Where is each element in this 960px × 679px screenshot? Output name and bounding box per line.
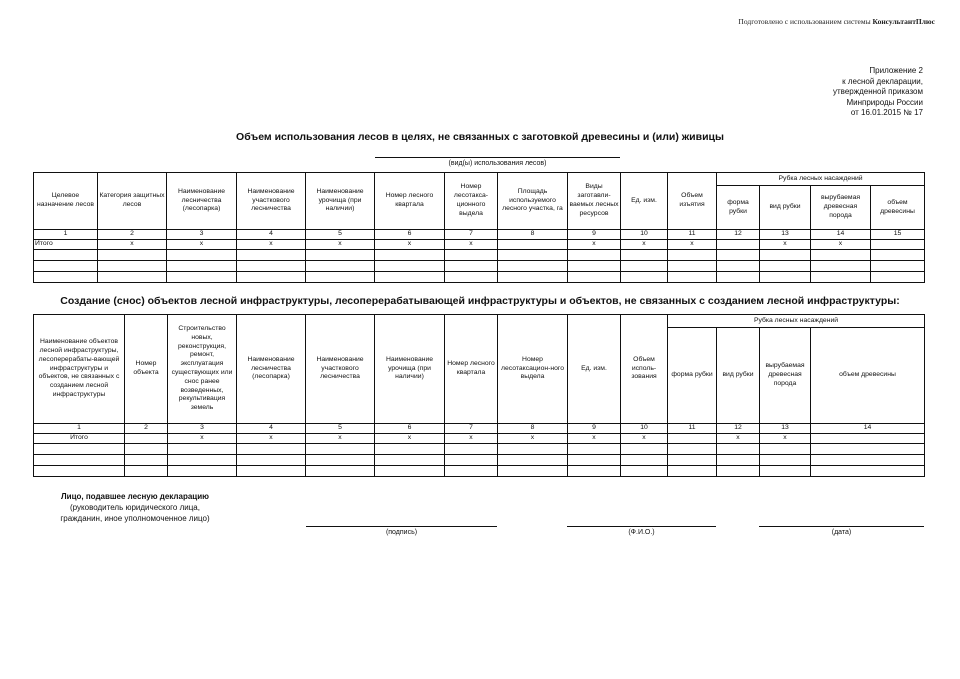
header-cell: Ед. изм.: [568, 315, 621, 424]
header-cell: Объем изъятия: [668, 173, 717, 230]
input-cell[interactable]: [306, 271, 375, 282]
input-cell[interactable]: [498, 454, 568, 465]
input-cell[interactable]: [237, 454, 306, 465]
input-cell[interactable]: [34, 454, 125, 465]
input-cell[interactable]: [871, 249, 925, 260]
table-row[interactable]: [34, 443, 925, 454]
input-cell[interactable]: [760, 249, 811, 260]
number-cell: 3: [168, 424, 237, 434]
input-cell[interactable]: [445, 260, 498, 271]
input-cell[interactable]: [167, 249, 237, 260]
input-cell[interactable]: [34, 260, 98, 271]
input-cell[interactable]: [668, 454, 717, 465]
prepared-prefix: Подготовлено с использованием системы: [738, 17, 871, 26]
header-cell: Номер лесотакса-ционного выдела: [445, 173, 498, 230]
appendix-note: [833, 66, 923, 119]
input-cell[interactable]: [811, 465, 925, 476]
input-cell[interactable]: [445, 249, 498, 260]
header-cell: Наименование участкового лесничества: [306, 315, 375, 424]
input-cell[interactable]: [34, 249, 98, 260]
input-cell[interactable]: [717, 443, 760, 454]
number-cell: 6: [375, 230, 445, 240]
number-cell: 5: [306, 230, 375, 240]
number-cell: 10: [621, 424, 668, 434]
appendix-line: Приложение 2: [869, 66, 923, 75]
input-cell[interactable]: [375, 443, 445, 454]
input-cell[interactable]: [445, 271, 498, 282]
number-row: [34, 230, 925, 240]
table-row[interactable]: [34, 465, 925, 476]
header-cell: Наименование лесничества (лесопарка): [167, 173, 237, 230]
total-row: [34, 239, 925, 249]
input-cell[interactable]: [125, 465, 168, 476]
input-cell[interactable]: [717, 465, 760, 476]
number-cell: 8: [498, 424, 568, 434]
table-row[interactable]: [34, 271, 925, 282]
subheader-cell: форма рубки: [717, 186, 760, 230]
table-row[interactable]: [34, 260, 925, 271]
section1-title: Объем использования лесов в целях, не связанных с заготовкой древесины и (или) живицы: [236, 131, 724, 143]
signature-line[interactable]: [306, 526, 497, 527]
appendix-line: Минприроды России: [846, 97, 923, 107]
number-cell: 2: [98, 230, 167, 240]
subheader-cell: вырубаемая древесная порода: [811, 186, 871, 230]
input-cell[interactable]: [568, 465, 621, 476]
header-cell: Наименование объектов лесной инфраструктуры, лесоперерабаты-вающей инфраструктуры и объектов, не связанных с созданием лесной инфраструктуры: [34, 315, 125, 424]
number-cell: 11: [668, 230, 717, 240]
header-cell: Наименование участкового лесничества: [237, 173, 306, 230]
number-cell: 15: [871, 230, 925, 240]
total-cell: [125, 433, 168, 443]
total-cell: [668, 433, 717, 443]
input-cell[interactable]: [621, 260, 668, 271]
total-cell: x: [167, 239, 237, 249]
input-cell[interactable]: [811, 443, 925, 454]
input-cell[interactable]: [168, 443, 237, 454]
signature-label: (подпись): [385, 529, 418, 536]
header-cell: Наименование лесничества (лесопарка): [237, 315, 306, 424]
number-cell: 6: [375, 424, 445, 434]
input-cell[interactable]: [34, 465, 125, 476]
input-cell[interactable]: [445, 465, 498, 476]
number-cell: 1: [34, 424, 125, 434]
appendix-line: утвержденной приказом: [833, 87, 923, 97]
input-cell[interactable]: [445, 454, 498, 465]
table-row[interactable]: [34, 249, 925, 260]
subheader-cell: вид рубки: [717, 328, 760, 424]
total-cell: x: [306, 239, 375, 249]
input-cell[interactable]: [306, 443, 375, 454]
number-cell: 9: [568, 230, 621, 240]
section2-title: Создание (снос) объектов лесной инфраструктуры, лесоперерабатывающей инфраструктуры и объектов, не связанных с созданием лесной инфраструктуры:: [60, 295, 900, 307]
group-header-cell: Рубка лесных насаждений: [717, 173, 925, 186]
signatory-block: [30, 491, 240, 524]
input-cell[interactable]: [98, 249, 167, 260]
header-cell: Номер объекта: [125, 315, 168, 424]
number-cell: 5: [306, 424, 375, 434]
input-cell[interactable]: [498, 443, 568, 454]
input-cell[interactable]: [811, 260, 871, 271]
total-cell: x: [237, 239, 306, 249]
input-cell[interactable]: [668, 271, 717, 282]
input-cell[interactable]: [98, 260, 167, 271]
input-cell[interactable]: [168, 454, 237, 465]
header-cell: Номер лесотаксацион-ного выдела: [498, 315, 568, 424]
input-cell[interactable]: [375, 465, 445, 476]
input-cell[interactable]: [445, 443, 498, 454]
prepared-note: [600, 17, 935, 26]
input-cell[interactable]: [306, 465, 375, 476]
date-line[interactable]: [759, 526, 924, 527]
total-cell: x: [375, 239, 445, 249]
number-cell: 14: [811, 424, 925, 434]
number-cell: 1: [34, 230, 98, 240]
total-cell: x: [621, 433, 668, 443]
total-cell: x: [760, 433, 811, 443]
input-cell[interactable]: [237, 443, 306, 454]
input-cell[interactable]: [568, 443, 621, 454]
input-cell[interactable]: [498, 249, 568, 260]
total-cell: x: [621, 239, 668, 249]
input-cell[interactable]: [668, 465, 717, 476]
input-cell[interactable]: [498, 271, 568, 282]
number-row: [34, 424, 925, 434]
input-cell[interactable]: [717, 260, 760, 271]
input-cell[interactable]: [760, 271, 811, 282]
header-cell: Ед. изм.: [621, 173, 668, 230]
input-cell[interactable]: [375, 260, 445, 271]
total-cell: [717, 239, 760, 249]
number-cell: 8: [498, 230, 568, 240]
number-cell: 7: [445, 230, 498, 240]
number-cell: 11: [668, 424, 717, 434]
subheader-cell: объем древесины: [811, 328, 925, 424]
number-cell: 4: [237, 230, 306, 240]
number-cell: 14: [811, 230, 871, 240]
number-cell: 4: [237, 424, 306, 434]
input-cell[interactable]: [621, 249, 668, 260]
total-cell: x: [568, 239, 621, 249]
appendix-line: к лесной декларации,: [842, 76, 923, 86]
input-cell[interactable]: [621, 465, 668, 476]
kind-label: (вид(ы) использования лесов): [448, 160, 547, 167]
input-cell[interactable]: [498, 465, 568, 476]
total-cell: [871, 239, 925, 249]
total-cell: x: [760, 239, 811, 249]
kind-input-line[interactable]: [375, 157, 620, 158]
input-cell[interactable]: [34, 271, 98, 282]
input-cell[interactable]: [811, 249, 871, 260]
appendix-line: от 16.01.2015 № 17: [850, 108, 923, 118]
input-cell[interactable]: [237, 465, 306, 476]
input-cell[interactable]: [167, 271, 237, 282]
total-cell: x: [98, 239, 167, 249]
full-name-line[interactable]: [567, 526, 716, 527]
total-cell: x: [445, 239, 498, 249]
prepared-brand: КонсультантПлюс: [872, 17, 935, 26]
number-cell: 7: [445, 424, 498, 434]
input-cell[interactable]: [237, 260, 306, 271]
input-cell[interactable]: [668, 443, 717, 454]
number-cell: 9: [568, 424, 621, 434]
signatory-title: Лицо, подавшее лесную декларацию: [61, 492, 209, 501]
total-cell: x: [568, 433, 621, 443]
number-cell: 12: [717, 230, 760, 240]
header-cell: Виды заготавли-ваемых лесных ресурсов: [568, 173, 621, 230]
total-cell: Итого: [34, 239, 98, 249]
signatory-subtitle: (руководитель юридического лица,: [70, 503, 200, 512]
input-cell[interactable]: [717, 454, 760, 465]
input-cell[interactable]: [167, 260, 237, 271]
input-cell[interactable]: [760, 465, 811, 476]
input-cell[interactable]: [237, 271, 306, 282]
input-cell[interactable]: [760, 443, 811, 454]
input-cell[interactable]: [871, 260, 925, 271]
total-cell: x: [168, 433, 237, 443]
input-cell[interactable]: [375, 454, 445, 465]
signatory-subtitle: гражданин, иное уполномоченное лицо): [60, 514, 210, 523]
input-cell[interactable]: [717, 249, 760, 260]
total-cell: x: [668, 239, 717, 249]
total-cell: Итого: [34, 433, 125, 443]
input-cell[interactable]: [568, 271, 621, 282]
number-cell: 2: [125, 424, 168, 434]
total-cell: x: [498, 433, 568, 443]
number-cell: 12: [717, 424, 760, 434]
input-cell[interactable]: [621, 271, 668, 282]
subheader-cell: вид рубки: [760, 186, 811, 230]
full-name-label: (Ф.И.О.): [628, 529, 655, 536]
input-cell[interactable]: [717, 271, 760, 282]
input-cell[interactable]: [668, 260, 717, 271]
input-cell[interactable]: [568, 454, 621, 465]
input-cell[interactable]: [168, 465, 237, 476]
input-cell[interactable]: [668, 249, 717, 260]
input-cell[interactable]: [306, 260, 375, 271]
total-row: [34, 433, 925, 443]
number-cell: 10: [621, 230, 668, 240]
total-cell: [811, 433, 925, 443]
input-cell[interactable]: [760, 454, 811, 465]
input-cell[interactable]: [811, 271, 871, 282]
table-row[interactable]: [34, 454, 925, 465]
date-label: (дата): [831, 529, 852, 536]
number-cell: 3: [167, 230, 237, 240]
input-cell[interactable]: [760, 260, 811, 271]
header-cell: Наименование урочища (при наличии): [375, 315, 445, 424]
input-cell[interactable]: [621, 454, 668, 465]
header-cell: Строительство новых, реконструкция, ремонт, эксплуатация существующих или снос ранее возведенных, рекультивация земель: [168, 315, 237, 424]
input-cell[interactable]: [306, 454, 375, 465]
total-cell: [498, 239, 568, 249]
header-cell: Объем исполь-зования: [621, 315, 668, 424]
input-cell[interactable]: [811, 454, 925, 465]
total-cell: x: [237, 433, 306, 443]
header-cell: Площадь используемого лесного участка, га: [498, 173, 568, 230]
input-cell[interactable]: [871, 271, 925, 282]
total-cell: x: [445, 433, 498, 443]
header-cell: Номер лесного квартала: [375, 173, 445, 230]
usage-table: [33, 172, 925, 283]
header-cell: Наименование урочища (при наличии): [306, 173, 375, 230]
total-cell: x: [717, 433, 760, 443]
input-cell[interactable]: [568, 260, 621, 271]
input-cell[interactable]: [375, 249, 445, 260]
total-cell: x: [306, 433, 375, 443]
input-cell[interactable]: [306, 249, 375, 260]
input-cell[interactable]: [98, 271, 167, 282]
input-cell[interactable]: [237, 249, 306, 260]
number-cell: 13: [760, 230, 811, 240]
input-cell[interactable]: [498, 260, 568, 271]
total-cell: x: [375, 433, 445, 443]
input-cell[interactable]: [375, 271, 445, 282]
header-cell: Целевое назначение лесов: [34, 173, 98, 230]
total-cell: x: [811, 239, 871, 249]
input-cell[interactable]: [568, 249, 621, 260]
input-cell[interactable]: [125, 443, 168, 454]
input-cell[interactable]: [34, 443, 125, 454]
input-cell[interactable]: [125, 454, 168, 465]
infrastructure-table: [33, 314, 925, 477]
header-cell: Категория защитных лесов: [98, 173, 167, 230]
number-cell: 13: [760, 424, 811, 434]
subheader-cell: форма рубки: [668, 328, 717, 424]
subheader-cell: вырубаемая древесная порода: [760, 328, 811, 424]
group-header-cell: Рубка лесных насаждений: [668, 315, 925, 328]
input-cell[interactable]: [621, 443, 668, 454]
subheader-cell: объем древесины: [871, 186, 925, 230]
header-cell: Номер лесного квартала: [445, 315, 498, 424]
